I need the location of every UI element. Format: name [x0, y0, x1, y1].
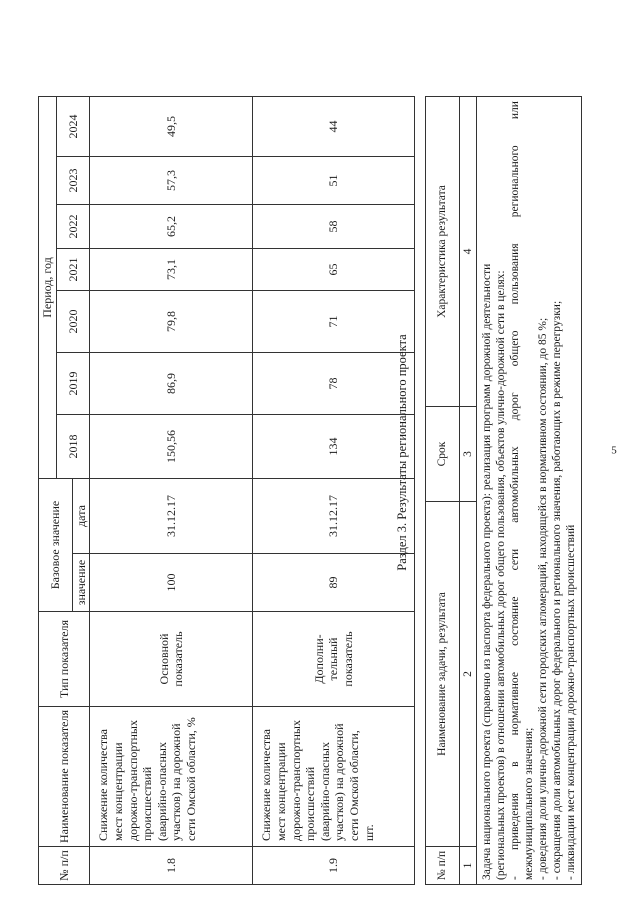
table-row: [253, 97, 415, 885]
row-base-value: 89: [253, 554, 415, 612]
row-value: 73,1: [90, 249, 253, 291]
header-year: 2023: [56, 157, 90, 205]
row-num: 1.9: [253, 847, 415, 885]
header-term: Срок: [426, 407, 460, 502]
header-num: № п/п: [426, 847, 460, 885]
task-line: Задача национального проекта (справочно из паспорта федерального проекта): реализация программ дорожной деятельности: [481, 263, 494, 880]
header-base: Базовое значение: [39, 479, 73, 612]
header-year: 2019: [56, 353, 90, 415]
row-value: 134: [253, 415, 415, 479]
row-base-date: 31.12.17: [90, 479, 253, 554]
results-table: [425, 96, 582, 885]
row-value: 78: [253, 353, 415, 415]
row-value: 71: [253, 291, 415, 353]
row-value: 65,2: [90, 205, 253, 249]
header-period: Период, год: [39, 97, 57, 479]
col-number: 1: [460, 847, 477, 885]
header-num: № п/п: [39, 847, 90, 885]
row-value: 57,3: [90, 157, 253, 205]
col-number: 4: [460, 97, 477, 407]
row-value: 150,56: [90, 415, 253, 479]
table-row: [90, 97, 253, 885]
header-base-value: значение: [72, 554, 90, 612]
header-name: Наименование задачи, результата: [426, 502, 460, 847]
row-value: 79,8: [90, 291, 253, 353]
header-type: Тип показателя: [39, 612, 90, 707]
row-base-date: 31.12.17: [253, 479, 415, 554]
row-num: 1.8: [90, 847, 253, 885]
row-value: 58: [253, 205, 415, 249]
row-value: 86,9: [90, 353, 253, 415]
col-number: 3: [460, 407, 477, 502]
task-line: - приведения в нормативное состояние сети автомобильных дорог общего пользования регионального или: [509, 101, 522, 880]
task-line: межмуниципального значения;: [523, 727, 536, 880]
row-name: Снижение количества мест концентрации дорожно-транспортных происшествий (аварийно-опасных участков) на дорожной сети Омской области, %: [90, 707, 253, 847]
row-type: Дополни-тельный показатель: [253, 612, 415, 707]
header-base-date: дата: [72, 479, 90, 554]
row-value: 51: [253, 157, 415, 205]
section-title: Раздел 3. Результаты регионального проекта: [395, 334, 409, 571]
header-year: 2021: [56, 249, 90, 291]
header-name: Наименование показателя: [39, 707, 90, 847]
row-base-value: 100: [90, 554, 253, 612]
header-year: 2022: [56, 205, 90, 249]
task-description: [477, 97, 582, 885]
header-year: 2020: [56, 291, 90, 353]
row-name: Снижение количества мест концентрации дорожно-транспортных происшествий (аварийно-опасных участков) на дорожной сети Омской области, шт.: [253, 707, 415, 847]
task-line: (региональных проектов) в отношении автомобильных дорог общего пользования, объектов улично-дорожной сети в целях:: [495, 270, 508, 880]
header-year: 2018: [56, 415, 90, 479]
task-line: - доведения доли улично-дорожной сети городских агломераций, находящейся в нормативном состоянии, до 85 %;: [537, 317, 550, 880]
task-line: - ликвидации мест концентрации дорожно-транспортных происшествий: [565, 524, 578, 880]
col-number: 2: [460, 502, 477, 847]
page-number: 5: [611, 444, 617, 457]
header-year: 2024: [56, 97, 90, 157]
row-value: 65: [253, 249, 415, 291]
row-value: 49,5: [90, 97, 253, 157]
task-line: - сокращения доли автомобильных дорог федерального и регионального значения, работающих в режиме перегрузки;: [551, 300, 564, 880]
row-value: 44: [253, 97, 415, 157]
header-result: Характеристика результата: [426, 97, 460, 407]
row-type: Основной показатель: [90, 612, 253, 707]
indicators-table: [38, 96, 415, 885]
